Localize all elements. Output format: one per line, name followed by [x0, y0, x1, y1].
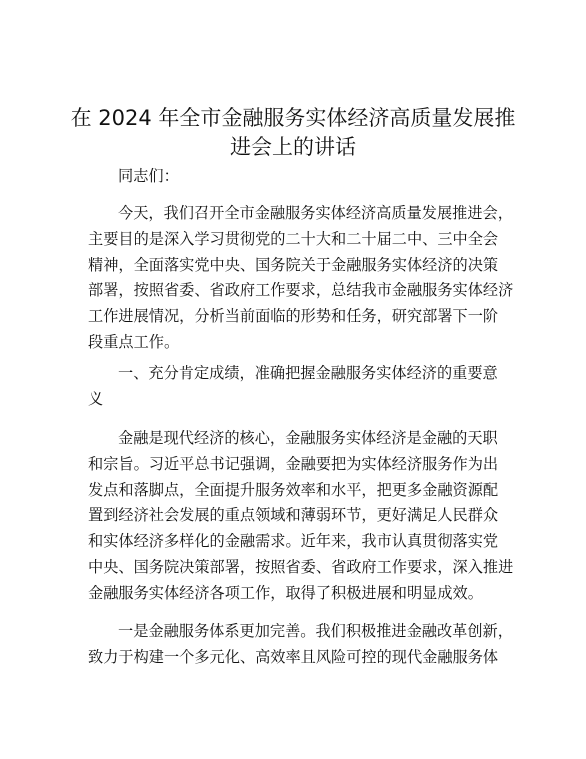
- paragraph-line: 中央、国务院决策部署，按照省委、省政府工作要求，深入推进: [88, 557, 514, 576]
- paragraph-line: 和实体经济多样化的金融需求。近年来，我市认真贯彻落实党: [88, 532, 499, 551]
- paragraph-line: 主要目的是深入学习贯彻党的二十大和二十届二中、三中全会: [88, 229, 499, 248]
- title-line-1: 在 2024 年全市金融服务实体经济高质量发展推: [70, 106, 516, 130]
- section-heading-line: 一、充分肯定成绩，准确把握金融服务实体经济的重要意: [118, 364, 498, 382]
- paragraph-line: 置到经济社会发展的重点领域和薄弱环节，更好满足人民群众: [88, 506, 499, 525]
- title-line-2: 进会上的讲话: [230, 135, 356, 159]
- paragraph-opening: [88, 201, 514, 356]
- paragraph-service-system: [88, 619, 513, 671]
- salutation-text: 同志们：: [118, 167, 179, 185]
- paragraph-line: 金融是现代经济的核心，金融服务实体经济是金融的天职: [118, 429, 498, 447]
- paragraph-line: 和宗旨。习近平总书记强调，金融要把为实体经济服务作为出: [88, 454, 499, 473]
- paragraph-finance-core: [88, 426, 514, 607]
- paragraph-line: 发点和落脚点，全面提升服务效率和水平，把更多金融资源配: [88, 480, 499, 499]
- paragraph-line: 今天，我们召开全市金融服务实体经济高质量发展推进会，: [118, 204, 513, 222]
- paragraph-line: 部署，按照省委、省政府工作要求，总结我市金融服务实体经济: [88, 281, 514, 300]
- paragraph-line: 致力于构建一个多元化、高效率且风险可控的现代金融服务体: [88, 647, 499, 666]
- salutation: [88, 164, 502, 190]
- section-heading-line: 义: [88, 389, 104, 408]
- paragraph-line: 段重点工作。: [88, 332, 180, 351]
- paragraph-line: 工作进展情况，分析当前面临的形势和任务，研究部署下一阶: [88, 307, 499, 326]
- paragraph-line: 一是金融服务体系更加完善。我们积极推进金融改革创新，: [118, 622, 513, 640]
- document-title: [70, 104, 516, 162]
- section-heading-1: [88, 361, 502, 413]
- paragraph-line: 精神，全面落实党中央、国务院关于金融服务实体经济的决策: [88, 255, 499, 274]
- paragraph-line: 金融服务实体经济各项工作，取得了积极进展和明显成效。: [88, 583, 483, 602]
